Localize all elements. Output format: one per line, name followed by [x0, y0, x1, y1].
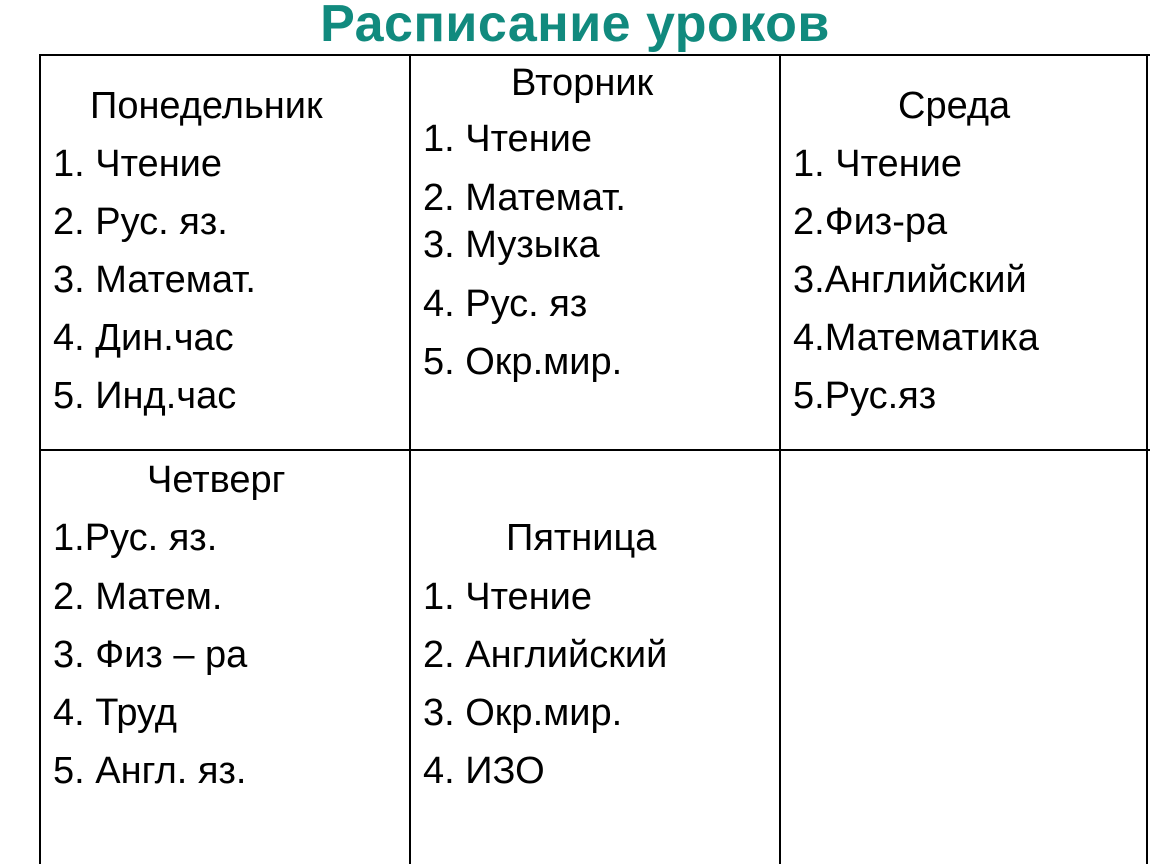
- lesson-item: 4. ИЗО: [423, 750, 545, 792]
- table-column-divider: [779, 54, 781, 864]
- table-border-top: [39, 54, 1150, 56]
- lesson-item: 3. Музыка: [423, 224, 600, 266]
- lesson-item: 2. Рус. яз.: [53, 201, 228, 243]
- lesson-item: 2. Английский: [423, 634, 668, 676]
- lesson-item: 4.Математика: [793, 317, 1039, 359]
- lesson-item: 3. Математ.: [53, 259, 256, 301]
- lesson-item: 4. Дин.час: [53, 317, 234, 359]
- lesson-item: 1. Чтение: [423, 576, 593, 618]
- lesson-item: 4. Рус. яз: [423, 283, 588, 325]
- lesson-item: 3. Окр.мир.: [423, 692, 623, 734]
- lesson-item: 1. Чтение: [423, 118, 593, 160]
- table-column-divider: [409, 54, 411, 864]
- lesson-item: 1.Рус. яз.: [53, 517, 218, 559]
- table-border-right: [1146, 54, 1148, 864]
- lesson-item: 5. Инд.час: [53, 375, 237, 417]
- lesson-item: 3. Физ – ра: [53, 634, 248, 676]
- day-heading-tuesday: Вторник: [511, 62, 654, 104]
- lesson-item: 3.Английский: [793, 259, 1027, 301]
- lesson-item: 2. Матем.: [53, 576, 223, 618]
- lesson-item: 2. Математ.: [423, 177, 626, 219]
- table-border-left: [39, 54, 41, 864]
- day-heading-wednesday: Среда: [898, 85, 1011, 127]
- table-row-divider: [39, 449, 1150, 451]
- lesson-item: 4. Труд: [53, 692, 177, 734]
- lesson-item: 2.Физ-ра: [793, 201, 948, 243]
- day-heading-friday: Пятница: [506, 517, 657, 559]
- lesson-item: 1. Чтение: [793, 143, 963, 185]
- lesson-item: 5. Окр.мир.: [423, 341, 623, 383]
- day-heading-monday: Понедельник: [90, 85, 323, 127]
- page-title: Расписание уроков: [320, 0, 830, 53]
- lesson-item: 1. Чтение: [53, 143, 223, 185]
- lesson-item: 5.Рус.яз: [793, 375, 937, 417]
- day-heading-thursday: Четверг: [147, 459, 286, 501]
- lesson-item: 5. Англ. яз.: [53, 750, 247, 792]
